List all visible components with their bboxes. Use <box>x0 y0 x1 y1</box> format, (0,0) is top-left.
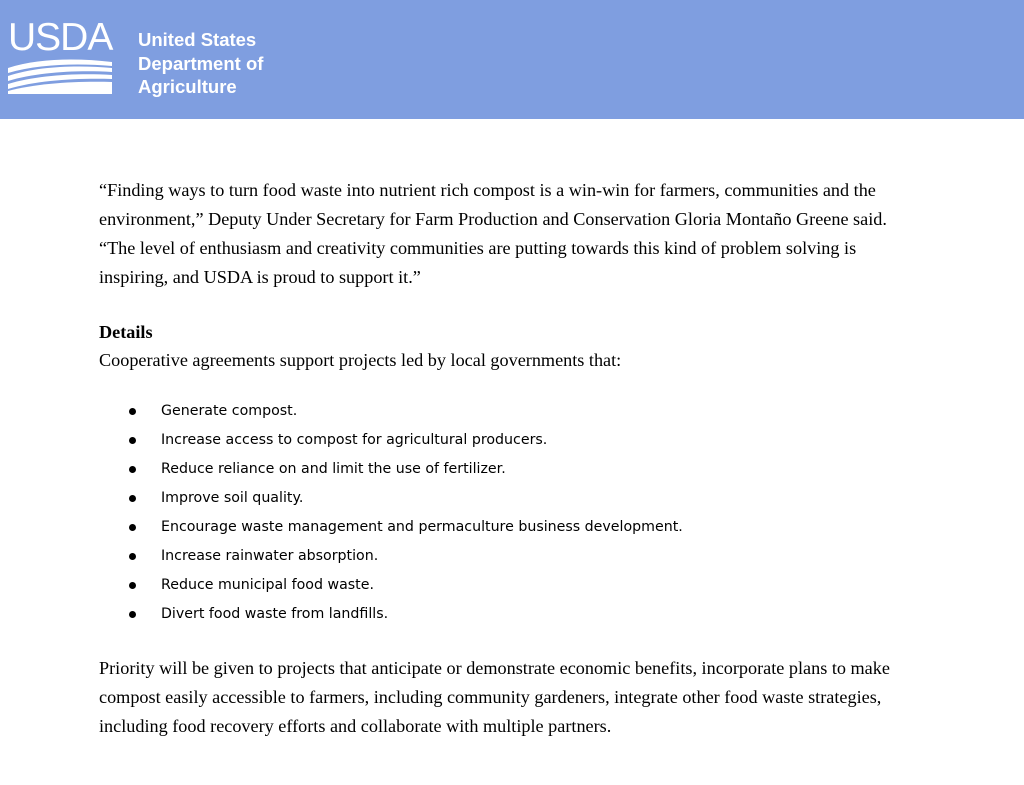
bullet-icon <box>129 437 136 444</box>
list-item-text: Encourage waste management and permaculture business development. <box>161 519 683 535</box>
priority-paragraph: Priority will be given to projects that anticipate or demonstrate economic benefits, incorporate plans to make compost easily accessible to farmers, including community gardeners, integrate other food waste strategies, including food recovery efforts and collaborate with multiple partners. <box>99 658 890 736</box>
list-item-text: Divert food waste from landfills. <box>161 606 389 622</box>
list-item-text: Improve soil quality. <box>161 490 304 506</box>
list-item <box>0 542 683 571</box>
list-item-text: Reduce reliance on and limit the use of fertilizer. <box>161 461 506 477</box>
agency-line-1: United States <box>138 29 257 50</box>
agency-line-2: Department of <box>138 52 264 74</box>
agency-name <box>138 28 263 99</box>
list-item <box>0 484 683 513</box>
list-item <box>0 571 683 600</box>
usda-logo-swoosh-icon <box>8 54 112 94</box>
usda-logo[interactable] <box>8 18 112 94</box>
details-bullet-list <box>0 397 683 629</box>
list-item <box>0 397 683 426</box>
bullet-icon <box>129 466 136 473</box>
bullet-icon <box>129 495 136 502</box>
list-item-text: Increase access to compost for agricultural producers. <box>161 432 548 448</box>
details-heading: Details <box>99 322 153 342</box>
bullet-icon <box>129 524 136 531</box>
usda-header-banner <box>0 0 1024 119</box>
list-item <box>0 426 683 455</box>
bullet-icon <box>129 408 136 415</box>
list-item <box>0 455 683 484</box>
agency-line-3: Agriculture <box>138 76 237 97</box>
quote-block <box>99 176 919 292</box>
quote-paragraph: “Finding ways to turn food waste into nutrient rich compost is a win-win for farmers, communities and the environment,” Deputy Under Secretary for Farm Production and Conservation Gloria Montaño Greene said. “The level of enthusiasm and creativity communities are putting towards this kind of problem solving is inspiring, and USDA is proud to support it.” <box>99 180 887 287</box>
usda-logo-text: USDA <box>8 16 113 59</box>
list-item-text: Increase rainwater absorption. <box>161 548 379 564</box>
list-item-text: Generate compost. <box>161 403 298 419</box>
bullet-icon <box>129 553 136 560</box>
bullet-icon <box>129 582 136 589</box>
list-item <box>0 600 683 629</box>
bullet-icon <box>129 611 136 618</box>
list-item <box>0 513 683 542</box>
list-item-text: Reduce municipal food waste. <box>161 577 374 593</box>
details-intro: Cooperative agreements support projects led by local governments that: <box>99 350 622 370</box>
